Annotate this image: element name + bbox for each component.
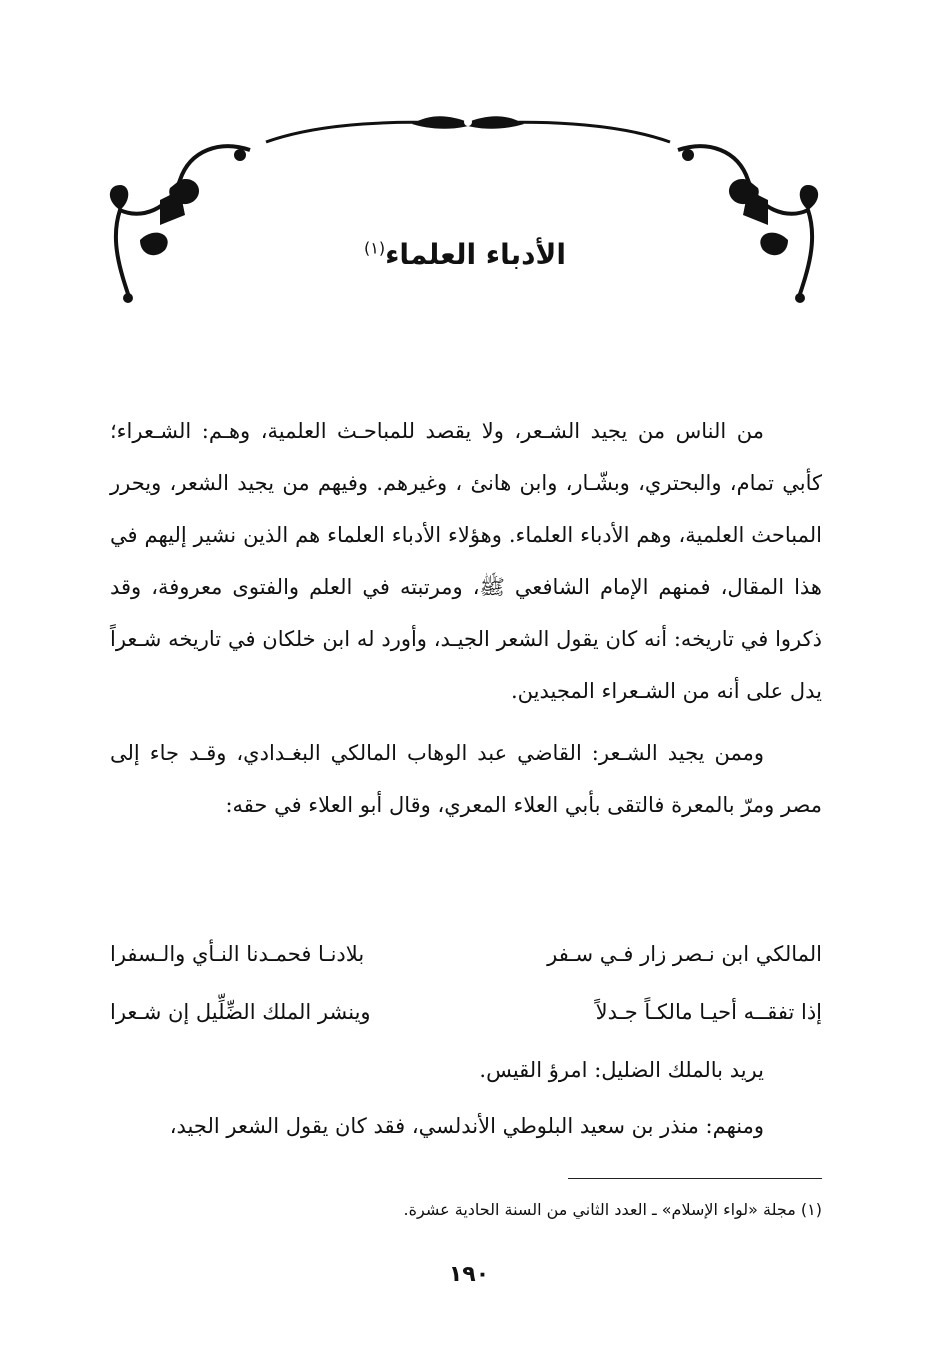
hemistich-second: بلادنـا فحمـدنا النـأي والـسفرا — [110, 942, 365, 966]
paragraph: يريد بالملك الضليل: امرؤ القيس. — [479, 1058, 764, 1082]
footnote-separator — [568, 1178, 822, 1179]
poem — [110, 925, 822, 1041]
verse — [110, 983, 822, 1041]
verse — [110, 925, 822, 983]
footnote: (١) مجلة «لواء الإسلام» ـ العدد الثاني من السنة الحادية عشرة. — [403, 1200, 822, 1219]
corner-ornament-right — [668, 130, 828, 310]
title-footnote-marker: (١) — [364, 238, 386, 258]
paragraph: ومنهم: منذر بن سعيد البلوطي الأندلسي، فقد كان يقول الشعر الجيد، — [169, 1114, 764, 1138]
paragraph: وممن يجيد الشـعر: القاضي عبد الوهاب المالكي البغـدادي، وقـد جاء إلى مصر ومرّ بالمعرة فالتقى بأبي العلاء المعري، وقال أبو العلاء في حقه: — [110, 741, 822, 817]
hemistich-second: وينشر الملك الضِّلِّيل إن شـعرا — [110, 1000, 371, 1024]
article-body — [110, 405, 822, 841]
article-body-continued — [110, 1042, 822, 1154]
hemistich-first: المالكي ابن نـصر زار فـي سـفر — [547, 942, 822, 966]
title-text: الأدباء العلماء — [385, 238, 566, 271]
corner-ornament-left — [100, 130, 260, 310]
hemistich-first: إذا تفقــه أحيـا مالكـاً جـدلاً — [595, 1000, 822, 1024]
paragraph: من الناس من يجيد الشـعر، ولا يقصد للمباحـث العلمية، وهـم: الشـعراء؛ كأبي تمام، والبحتري، وبشّـار، وابن هانئ ، وغيرهم. وفيهم من يجيد الشعر، ويحرر المباحث العلمية، وهم الأدباء العلماء. وهؤلاء الأدباء العلماء هم الذين نشير إليهم في هذا المقال، فمنهم الإمام الشافعي ﷺ، ومرتبته في العلم والفتوى معروفة، وقد ذكروا في تاريخه: أنه كان يقول الشعر الجيـد، وأورد له ابن خلكان في تاريخه شـعراً يدل على أنه من الشـعراء المجيدين. — [110, 419, 822, 703]
header-ornament-rule — [262, 112, 674, 152]
page-number: ١٩٠ — [448, 1262, 490, 1287]
article-title — [300, 238, 630, 271]
